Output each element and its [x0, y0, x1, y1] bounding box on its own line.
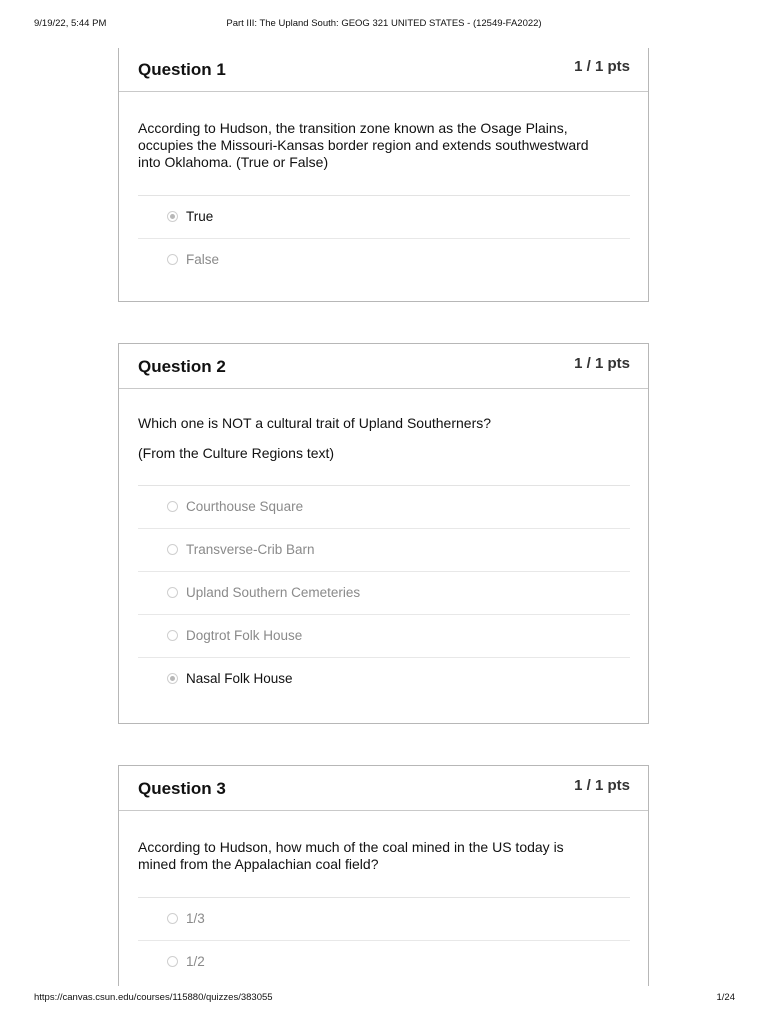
question-text: [138, 811, 630, 873]
answer-label: Dogtrot Folk House: [186, 628, 303, 643]
answer-list: [138, 897, 630, 984]
answer-label: 1/3: [186, 911, 205, 926]
answer-option[interactable]: [138, 529, 630, 572]
radio-selected-icon[interactable]: [167, 673, 178, 684]
question-text-line: into Oklahoma. (True or False): [138, 154, 329, 170]
question-header: [119, 766, 648, 811]
print-url: https://canvas.csun.edu/courses/115880/quizzes/383055: [34, 992, 273, 1003]
answer-option[interactable]: [138, 615, 630, 658]
radio-icon[interactable]: [167, 956, 178, 967]
question-card-2: [118, 343, 649, 724]
quiz-content: [0, 48, 768, 986]
radio-icon[interactable]: [167, 913, 178, 924]
question-points: 1 / 1 pts: [574, 58, 630, 75]
print-datetime: 9/19/22, 5:44 PM: [34, 18, 107, 29]
answer-label: Nasal Folk House: [186, 671, 293, 686]
radio-selected-icon[interactable]: [167, 211, 178, 222]
question-title: Question 3: [138, 779, 226, 798]
radio-icon[interactable]: [167, 630, 178, 641]
radio-icon[interactable]: [167, 254, 178, 265]
question-points: 1 / 1 pts: [574, 355, 630, 372]
answer-label: Courthouse Square: [186, 499, 304, 514]
answer-list: [138, 485, 630, 701]
question-text-line: According to Hudson, the transition zone known as the Osage Plains,: [138, 120, 568, 136]
answer-list: [138, 195, 630, 282]
answer-option[interactable]: [138, 898, 630, 941]
question-title: Question 2: [138, 357, 226, 376]
print-page-title: Part III: The Upland South: GEOG 321 UNITED STATES - (12549-FA2022): [226, 18, 542, 29]
answer-label: Transverse-Crib Barn: [186, 542, 315, 557]
question-text: [138, 92, 630, 171]
answer-label: False: [186, 252, 220, 267]
question-text-line: occupies the Missouri-Kansas border region and extends southwestward: [138, 137, 589, 153]
question-points: 1 / 1 pts: [574, 777, 630, 794]
answer-option[interactable]: [138, 239, 630, 282]
radio-icon[interactable]: [167, 544, 178, 555]
question-header: [119, 344, 648, 389]
answer-label: True: [186, 209, 214, 224]
question-text-note: (From the Culture Regions text): [138, 445, 335, 461]
question-card-3: [118, 765, 649, 986]
answer-option[interactable]: [138, 196, 630, 239]
print-page-number: 1/24: [716, 992, 735, 1003]
question-card-1: [118, 48, 649, 302]
radio-icon[interactable]: [167, 501, 178, 512]
answer-option[interactable]: [138, 486, 630, 529]
answer-label: Upland Southern Cemeteries: [186, 585, 361, 600]
question-text: Which one is NOT a cultural trait of Upland Southerners?: [138, 415, 492, 431]
answer-option[interactable]: [138, 658, 630, 701]
answer-label: 1/2: [186, 954, 205, 969]
question-title: Question 1: [138, 60, 226, 79]
question-header: [119, 48, 648, 92]
answer-option[interactable]: [138, 941, 630, 984]
question-text-line: According to Hudson, how much of the coal mined in the US today is: [138, 839, 564, 855]
question-text-line: mined from the Appalachian coal field?: [138, 856, 379, 872]
answer-option[interactable]: [138, 572, 630, 615]
radio-icon[interactable]: [167, 587, 178, 598]
